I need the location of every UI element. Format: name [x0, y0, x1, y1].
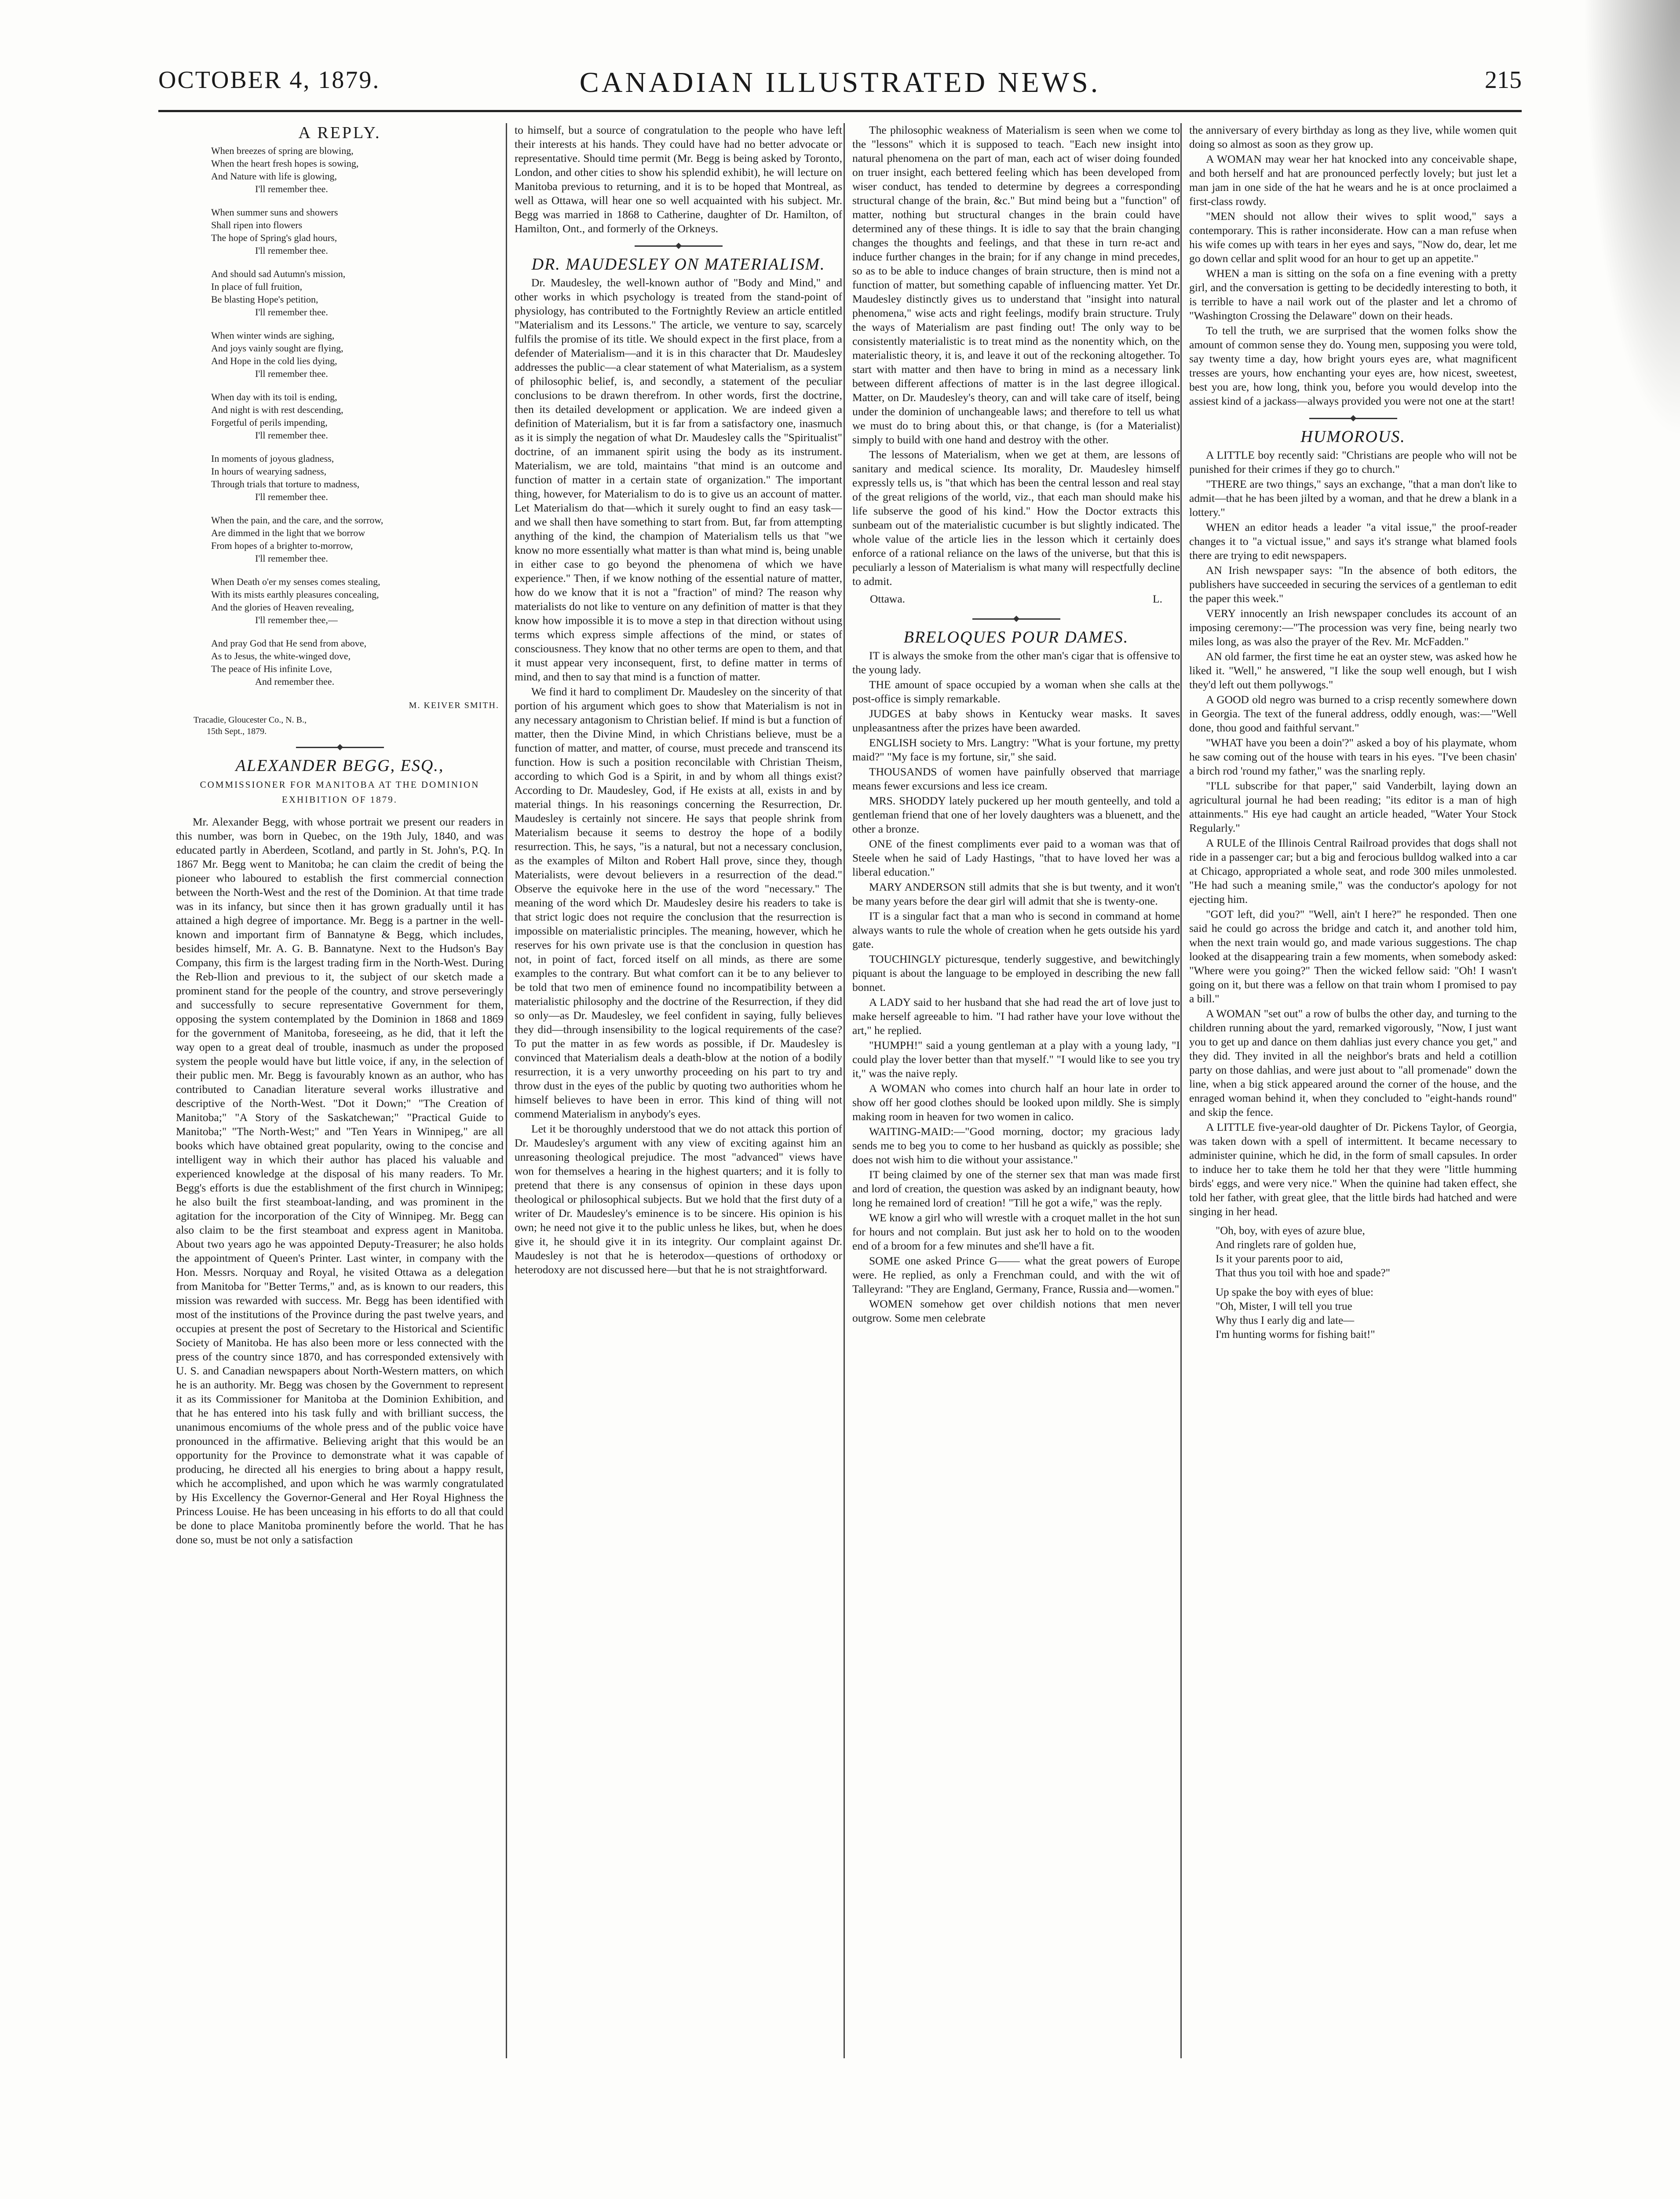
poem-stanza [211, 637, 504, 688]
poem-line: In hours of wearying sadness, [211, 466, 327, 477]
closing-verse [1189, 1286, 1517, 1342]
section-rule [1309, 418, 1397, 419]
humorous-item: A GOOD old negro was burned to a crisp recently somewhere down in Georgia. The text of the funeral address, oddly enough, was:—"Well done, thou good and faithful servant." [1189, 693, 1517, 734]
poem-line: I'll remember thee. [255, 368, 328, 379]
breloque-item: WE know a girl who will wrestle with a croquet mallet in the hot sun for hours and not complain. But just ask her to hold on to the wooden end of a broom for a few minutes and she'll have a fit. [852, 1211, 1180, 1252]
article-title-humorous: HUMOROUS. [1300, 427, 1406, 446]
verse-line: "Oh, Mister, I will tell you true [1216, 1300, 1352, 1312]
poem-line: And Nature with life is glowing, [211, 171, 337, 182]
poem-line: From hopes of a brighter to-morrow, [211, 540, 353, 551]
signoff-place: Ottawa. [870, 592, 906, 605]
section-rule [972, 618, 1060, 620]
humorous-item: "I'LL subscribe for that paper," said Vanderbilt, laying down an agricultural journal he had been reading; "its editor is a man of high attainments." His eye had caught an article headed, "Water Your Stock Regularly." [1189, 779, 1517, 834]
breloque-item: SOME one asked Prince G—— what the great powers of Europe were. He replied, as only a Frenchman could, and with the wit of Talleyrand: "They are England, Germany, France, Russia and—women." [852, 1254, 1180, 1295]
breloque-item: THE amount of space occupied by a woman when she calls at the post-office is simply remarkable. [852, 678, 1180, 705]
article-paragraph: Mr. Alexander Begg, with whose portrait we present our readers in this number, was born in Quebec, on the 19th July, 1840, and was educated partly in Aberdeen, Scotland, and partly in St. John's, P.Q. In 1867 Mr. Begg went to Manitoba; he can claim the credit of being the pioneer who laboured to establish the first commercial connection between the North-West and the rest of the Dominion. At that time trade was in its infancy, but since then it has grown gradually until it has attained a high degree of importance. Mr. Begg is a partner in the well-known and important firm of Bannatyne & Begg, which includes, besides himself, Mr. A. G. B. Bannatyne. Next to the Hudson's Bay Company, this firm is the largest trading firm in the North-West. During the Reb-llion and previous to it, the subject of our sketch made a prominent stand for the people of the country, and strove perseveringly and successfully to secure representative Government for them, opposing the system contemplated by the Dominion in 1868 and 1869 for the government of Manitoba, foreseeing, as he did, that it left the way open to a great deal of trouble, inasmuch as under the proposed system the people would have but little voice, if any, in the selection of their public men. Mr. Begg is favourably known as an author, who has contributed to Canadian literature several works illustrative and descriptive of the North-West. "Dot it Down;" "The Creation of Manitoba;" "A Story of the Saskatchewan;" "Practical Guide to Manitoba;" "The North-West;" and "Ten Years in Winnipeg," are all books which have obtained great popularity, owing to the concise and intelligent way in which their author has placed his valuable and experienced knowledge at the disposal of his many readers. To Mr. Begg's efforts is due the establishment of the first church in Winnipeg; he also built the first steamboat-landing, and was prominent in the agitation for the incorporation of the City of Winnipeg. Mr. Begg can also claim to be the first steamboat and express agent in Manitoba. About two years ago he was appointed Deputy-Treasurer; he also holds the appointment of Queen's Printer. Last winter, in company with the Hon. Messrs. Norquay and Royal, he visited Ottawa as a delegation from Manitoba for "Better Terms," and, as is known to our readers, this mission was rewarded with success. Mr. Begg has been identified with most of the institutions of the Province during the past twelve years, and occupies at present the post of Secretary to the Historical and Scientific Society of Manitoba. He has also been more or less connected with the press of the country since 1870, and has corresponded extensively with U. S. and Canadian newspapers about North-Western matters, on which he is an authority. Mr. Begg was chosen by the Government to represent it as its Commissioner for Manitoba at the Dominion Exhibition, and that he has entered into his task fully and with brilliant success, the unanimous encomiums of the whole press and of the public voice have pronounced in the affirmative. Believing aright that this would be an opportunity for the Province to demonstrate what it was capable of producing, he directed all his energies to bring about a happy result, which he accomplished, and upon which he was warmly congratulated by His Excellency the Governor-General and Her Royal Highness the Princess Louise. He has been unceasing in his efforts to do all that could be done to place Manitoba prominently before the world. That he has done so, must be not only a satisfaction [176, 815, 504, 1546]
poem-line: And remember thee. [255, 676, 335, 687]
column-3 [852, 123, 1180, 2063]
breloque-item: A WOMAN who comes into church half an hour late in order to show off her good clothes should be looked upon mildly. She is simply making room in heaven for two women in calico. [852, 1082, 1180, 1123]
verse-line: Why thus I early dig and late— [1216, 1315, 1355, 1326]
breloque-item: WOMEN somehow get over childish notions that men never outgrow. Some men celebrate [852, 1297, 1180, 1324]
page-header [158, 62, 1522, 110]
poem-stanza [211, 575, 504, 626]
humorous-item: A LITTLE boy recently said: "Christians are people who will not be punished for their crimes if they go to church." [1189, 449, 1517, 475]
verse-line: Up spake the boy with eyes of blue: [1216, 1286, 1373, 1298]
breloque-item: A LADY said to her husband that she had read the art of love just to make herself agreeable to him. "I had rather have your love without the art," he replied. [852, 996, 1180, 1037]
closing-verse [1189, 1224, 1517, 1280]
breloque-item: "MEN should not allow their wives to split wood," says a contemporary. This is rather inconsiderate. How can a man refuse when his wife comes up with tears in her eyes and says, "Now do, dear, let me go down cellar and split wood for an hour to get up an appetite." [1189, 210, 1517, 265]
breloque-item: WAITING-MAID:—"Good morning, doctor; my gracious lady sends me to beg you to come to her husband as quickly as possible; she does not wish him to die without your assistance." [852, 1125, 1180, 1166]
poem-stanza [211, 452, 504, 503]
poem-line: I'll remember thee,— [255, 614, 338, 625]
breloque-item: IT is always the smoke from the other man's cigar that is offensive to the young lady. [852, 649, 1180, 676]
poem-line: When winter winds are sighing, [211, 330, 335, 341]
poem-stanza [211, 206, 504, 257]
humorous-item: "WHAT have you been a doin'?" asked a boy of his playmate, whom he saw coming out of the house with tears in his eyes. "I've been chasin' a birch rod 'round my father," was the snarling reply. [1189, 736, 1517, 777]
poem-line: I'll remember thee. [255, 245, 328, 256]
breloques-list [852, 649, 1180, 1325]
breloque-item: JUDGES at baby shows in Kentucky wear masks. It saves unpleasantness after the prizes have been awarded. [852, 707, 1180, 734]
column-divider [506, 123, 507, 2058]
breloque-item: MRS. SHODDY lately puckered up her mouth genteelly, and told a gentleman friend that one of her lovely daughters was a bluenett, and the other a bronze. [852, 794, 1180, 835]
poem-line: And Hope in the cold lies dying, [211, 355, 337, 366]
page-number: 215 [1485, 66, 1522, 94]
poem-stanza [211, 391, 504, 442]
column-4 [1189, 123, 1517, 2063]
humorous-item: A WOMAN "set out" a row of bulbs the other day, and turning to the children running about the yard, remarked vigorously, "Now, I just want you to get up and dance on them dahlias just every chance you get," and they did. They invited in all the neighbor's brats and held a cotillion party on those dahlias, and were just about to "all promenade" down the line, when a big stick appeared around the corner of the house, and the enraged woman behind it, when they concluded to "eight-hands round" and skip the fence. [1189, 1007, 1517, 1118]
breloque-item: THOUSANDS of women have painfully observed that marriage means fewer excursions and less ice cream. [852, 765, 1180, 792]
poem-line: I'll remember thee. [255, 430, 328, 441]
poem-line: When summer suns and showers [211, 207, 338, 218]
poem-body [176, 144, 504, 688]
breloque-item: the anniversary of every birthday as long as they live, while women quit doing so almost as soon as they grow up. [1189, 124, 1517, 150]
verse-line: I'm hunting worms for fishing bait!" [1216, 1329, 1375, 1341]
humorous-item: AN Irish newspaper says: "In the absence of both editors, the publishers have succeeded in securing the services of a gentleman to edit the paper this week." [1189, 564, 1517, 605]
verse-line: Is it your parents poor to aid, [1216, 1253, 1343, 1265]
breloque-item: ENGLISH society to Mrs. Langtry: "What is your fortune, my pretty maid?" "My face is my fortune, sir," she said. [852, 736, 1180, 763]
breloques-continued [1189, 123, 1517, 408]
poem-line: When the pain, and the care, and the sorrow, [211, 515, 383, 526]
poem-title: A REPLY. [298, 124, 381, 142]
poem-line: When the heart fresh hopes is sowing, [211, 158, 359, 169]
poem-line: In moments of joyous gladness, [211, 453, 334, 464]
article-paragraph: Let it be thoroughly understood that we do not attack this portion of Dr. Maudesley's argument with any view of exciting against him an unreasoning theological prejudice. The most "advanced" views have won for themselves a hearing in the highest quarters; and it is folly to pretend that there is any consensus of opinion in these days upon theological or philosophical subjects. But we hold that the first duty of a writer of Dr. Maudesley's eminence is to be sincere. His opinion is his own; he need not give it to the public unless he likes, but, when he does give it, he should give it in its integrity. Our complaint against Dr. Maudesley is not that he is heterodox—questions of orthodoxy or heterodoxy are not discussed here—but that he is not straightforward. [515, 1122, 842, 1276]
article-signoff [852, 589, 1180, 609]
poem-line: I'll remember thee. [255, 183, 328, 194]
humorous-item: A RULE of the Illinois Central Railroad provides that dogs shall not ride in a passenger car; but a big and ferocious bulldog walked into a car at Chicago, appropriated a whole seat, and rode 300 miles unmolested. "He had such a meaning smile," was the conductor's apology for not ejecting him. [1189, 836, 1517, 906]
column-divider [1180, 123, 1182, 2058]
poem-line: As to Jesus, the white-winged dove, [211, 650, 351, 661]
breloque-item: TOUCHINGLY picturesque, tenderly suggestive, and bewitchingly piquant is about the language to be employed in describing the new fall bonnet. [852, 953, 1180, 994]
poem-line: Shall ripen into flowers [211, 219, 303, 230]
poem-line: I'll remember thee. [255, 553, 328, 564]
issue-date: OCTOBER 4, 1879. [158, 66, 380, 94]
breloque-item: IT being claimed by one of the sterner sex that man was made first and lord of creation, the question was asked by an indignant beauty, how long he remained lord of creation! "Till he got a wife," was the reply. [852, 1168, 1180, 1209]
poem-line: Are dimmed in the light that we borrow [211, 527, 365, 538]
article-title-maudesley: DR. MAUDESLEY ON MATERIALISM. [531, 255, 825, 274]
article-subtitle-begg: COMMISSIONER FOR MANITOBA AT THE DOMINION EXHIBITION OF 1879. [200, 779, 480, 805]
poem-line: When Death o'er my senses comes stealing, [211, 576, 380, 587]
breloque-item: WHEN a man is sitting on the sofa on a fine evening with a pretty girl, and the conversation is getting to be decidedly interesting to both, it is terrible to have a nail work out of the plaster and let a chromo of "Washington Crossing the Delaware" down on their heads. [1189, 267, 1517, 322]
poem-line: The peace of His infinite Love, [211, 663, 332, 674]
article-title-begg: ALEXANDER BEGG, ESQ., [235, 756, 444, 775]
poem-line: And pray God that He send from above, [211, 638, 367, 649]
poem-line: And should sad Autumn's mission, [211, 268, 346, 279]
poem-line: The hope of Spring's glad hours, [211, 232, 337, 243]
poem-author: M. KEIVER SMITH. [409, 701, 499, 710]
column-1 [176, 123, 504, 2063]
section-rule [635, 245, 723, 247]
column-2 [515, 123, 842, 2063]
poem-line: When day with its toil is ending, [211, 391, 337, 402]
article-title-breloques: BRELOQUES POUR DAMES. [903, 628, 1129, 647]
poem-line: In place of full fruition, [211, 281, 303, 292]
column-divider [844, 123, 845, 2058]
publication-title: CANADIAN ILLUSTRATED NEWS. [579, 66, 1101, 99]
article-paragraph: The lessons of Materialism, when we get at them, are lessons of sanitary and medical science. Its morality, Dr. Maudesley himself expressly tells us, is "that which has been the central lesson and real stay of the great religions of the world, viz., that each man should make his life subserve the good of his kind." How the Doctor extracts this sunbeam out of the materialistic cucumber is but slightly indicated. The whole value of the article lies in the lesson which it certainly does enforce of a rational reliance on the laws of the universe, but that this is peculiarly a lesson of Materialism is what many will respectfully decline to admit. [852, 448, 1180, 588]
page-edge-shading [1583, 0, 1680, 440]
humorous-item: AN old farmer, the first time he eat an oyster stew, was asked how he liked it. "Well," he answered, "I like the soup well enough, but I wish they'd left out them pollywogs." [1189, 650, 1517, 691]
poem-line: I'll remember thee. [255, 307, 328, 318]
signoff-initial: L. [1153, 592, 1162, 605]
breloque-item: "HUMPH!" said a young gentleman at a play with a young lady, "I could play the lover better than that myself." "I would like to see you try it," was the naive reply. [852, 1039, 1180, 1080]
humorous-list [1189, 448, 1517, 1219]
breloque-item: ONE of the finest compliments ever paid to a woman was that of Steele when he said of Lady Hastings, "that to have loved her was a liberal education." [852, 837, 1180, 878]
article-paragraph: We find it hard to compliment Dr. Maudesley on the sincerity of that portion of his argument which goes to show that Materialism is not in any necessary antagonism to Christian belief. If mind is but a function of matter, then the Divine Mind, in which Christians believe, must be a function of matter, and matter, of course, must precede and transcend its function. How is such a position reconcilable with Christian Theism, according to which God is a Spirit, in and by whom all things exist? According to Dr. Maudesley, God, if He exists at all, exists in and by material things. In his reasonings concerning the Resurrection, Dr. Maudesley is certainly not sincere. He says that people shrink from Materialism because it seems to destroy the hope of a bodily resurrection. This, he says, "is a natural, but not a necessary conclusion, as the examples of Milton and Robert Hall prove, since they, though Materialists, were devout believers in a resurrection of the dead." Observe the equivoke here in the use of the word "necessary." The meaning of the word which Dr. Maudesley desire his readers to take is that strict logic does not require the conclusion that the resurrection is impossible on materialistic principles. The meaning, however, which he reserves for his own private use is that the conclusion in question has not, in point of fact, forced itself on all minds, as there are some examples to the contrary. But what comfort can it be to any believer to be told that two men of eminence found no incompatibility between a materialistic philosophy and the doctrine of the Resurrection, if they did so only—as Dr. Maudesley, we feel confident in saying, fully believes they did—through insensibility to the logical requirements of the case? To put the matter in as few words as possible, if Dr. Maudesley is convinced that Materialism deals a death-blow at the notion of a bodily resurrection, it is a very unworthy proceeding on his part to try and throw dust in the eyes of the public by quoting two authorities whom he himself believes to have been in error. This kind of thing will not commend Materialism in anybody's eyes. [515, 685, 842, 1120]
article-paragraph: to himself, but a source of congratulation to the people who have left their interests at his hands. They could have had no better advocate or representative. Should time permit (Mr. Begg is being asked by Toronto, London, and other cities to show his splendid exhibit), he will lecture on Manitoba previous to returning, and it is to be hoped that Montreal, as well as Ottawa, will hear one so well acquainted with his subject. Mr. Begg was married in 1868 to Catherine, daughter of Dr. Hamilton, of Hamilton, Ont., and formerly of the Orkneys. [515, 124, 842, 235]
poem-line: Be blasting Hope's petition, [211, 294, 318, 305]
verse-line: "Oh, boy, with eyes of azure blue, [1216, 1225, 1365, 1237]
poem-date: 15th Sept., 1879. [207, 727, 267, 736]
poem-line: Forgetful of perils impending, [211, 417, 328, 428]
poem-line: When breezes of spring are blowing, [211, 145, 354, 156]
poem-stanza [211, 329, 504, 380]
breloque-item: MARY ANDERSON still admits that she is but twenty, and it won't be many years before the dear girl will admit that she is twenty-one. [852, 880, 1180, 907]
poem-place: Tracadie, Gloucester Co., N. B., [194, 715, 307, 725]
breloque-item: A WOMAN may wear her hat knocked into any conceivable shape, and both herself and hat are pronounced perfectly lovely; but just let a man jam in one side of the hat he wears and he is at once proclaimed a first-class rowdy. [1189, 153, 1517, 208]
poem-stanza [211, 144, 504, 195]
header-rule [158, 110, 1522, 112]
poem-line: Through trials that torture to madness, [211, 479, 360, 489]
breloque-item: To tell the truth, we are surprised that the women folks show the amount of common sense they do. Young men, supposing you were told, say twenty time a day, how bright yours eyes are, what magnificent tresses are yours, how enchanting your eyes are, how nicest, sweetest, best you are, how long, think you, before you would develop into the assiest kind of a jackass—always provided you were not one at the start! [1189, 324, 1517, 407]
article-paragraph: Dr. Maudesley, the well-known author of "Body and Mind," and other works in which psychology is treated from the stand-point of physiology, has contributed to the Fortnightly Review an article entitled "Materialism and its Lessons." The article, we venture to say, scarcely fulfils the promise of its title. We should expect in the first place, from a defender of Materialism—and it is in this character that Dr. Maudesley addresses the public—a clear statement of what Materialism, as a system of philosophic belief, is, and secondly, a statement of the peculiar conclusions to be drawn therefrom. In other words, first the doctrine, then its detailed development or application. We are indeed given a definition of Materialism, but it is far from a satisfactory one, inasmuch as it is simply the negation of what Dr. Maudesley calls the "Spiritualist" doctrine, of an immanent spirit using the body as its instrument. Materialism, we are told, maintains "that mind is an outcome and function of matter in a certain state of organization." The important thing, however, for Materialism to do is to give us an account of matter. Let Materialism do that—which it surely ought to find an easy task—and we shall then have something to start from. But, far from attempting anything of the kind, the champion of Materialism tells us that "we know no more essentially what matter is than what mind is, being unable in either case to go beyond the phenomena of which we have experience." Then, if we know nothing of the essential nature of matter, how do we know that it is not a "fraction" of mind? The reason why materialists do not like to venture on any definition of matter is that they know how impossible it is to move a step in that direction without using terms which express simple affections of the mind, or states of consciousness. They know that no other terms are open to them, and that it must appear very inconsequent, first, to define matter in terms of mind, and then to say that mind is a function of matter. [515, 276, 842, 683]
article-paragraph: The philosophic weakness of Materialism is seen when we come to the "lessons" which it is supposed to teach. "Each new insight into natural phenomena on the part of man, each act of wiser doing founded on truer insight, each bettered feeling which has been developed from wiser conduct, has tended to determine by degrees a corresponding structural change of the brain, &c." But mind being but a "function" of matter, nothing but structural changes in the brain could have determined any of these things. It is idle to say that the brain changing changes the thoughts and feelings, and that these in turn re-act and induce further changes in the brain; for if any change in mind precedes, so as to be able to induce changes of brain structure, then is mind not a function of matter, but something capable of influencing matter. Yet Dr. Maudesley distinctly gives us to understand that "insight into natural phenomena," wise acts and right feelings, modify brain structure. Truly the ways of Materialism are past finding out! The only way to be consistently materialistic is to treat mind as the nonentity which, on the materialistic theory, it is, and leave it out of the reckoning altogether. To start with matter and then have to bring in mind as a necessary link between different affections of matter is in the last degree illogical. Matter, on Dr. Maudesley's theory, can and will take care of itself, being under the dominion of unchangeable laws; and therefore to tell us what we must do to bring about this, or that change, is (for a Materialist) simply to build with one hand and destroy with the other. [852, 124, 1180, 446]
humorous-item: "THERE are two things," says an exchange, "that a man don't like to admit—that he has been jilted by a woman, and that he drew a blank in a lottery." [1189, 478, 1517, 519]
humorous-item: A LITTLE five-year-old daughter of Dr. Pickens Taylor, of Georgia, was taken down with a spell of intermittent. It became necessary to administer quinine, which he did, in the form of small capsules. In order to induce her to take them he told her that they were "little humming birds' eggs, and were very nice." When the quinine had taken effect, she told her father, with great glee, that the little birds had hatched and were singing in her head. [1189, 1121, 1517, 1218]
poem-stanza [211, 514, 504, 565]
breloque-item: IT is a singular fact that a man who is second in command at home always wants to rule the whole of creation when he gets outside his yard gate. [852, 910, 1180, 950]
poem-line: And night is with rest descending, [211, 404, 343, 415]
humorous-item: "GOT left, did you?" "Well, ain't I here?" he responded. Then one said he could go across the bridge and catch it, and another told him, when the next train would go, and made various suggestions. The chap looked at the disappearing train a few moments, when somebody asked: "Where were you going?" Then the wicked fellow said: "Oh! I wasn't going on it, but there was a fellow on that train whom I promised to pay a bill." [1189, 908, 1517, 1005]
poem-line: And joys vainly sought are flying, [211, 343, 343, 354]
verse-line: And ringlets rare of golden hue, [1216, 1239, 1356, 1251]
poem-stanza [211, 267, 504, 318]
section-rule [296, 747, 384, 748]
poem-line: I'll remember thee. [255, 491, 328, 502]
humorous-item: WHEN an editor heads a leader "a vital issue," the proof-reader changes it to "a victual issue," and says it's strange what blamed fools there are trying to edit newspapers. [1189, 521, 1517, 562]
verse-line: That thus you toil with hoe and spade?" [1216, 1267, 1390, 1279]
humorous-item: VERY innocently an Irish newspaper concludes its account of an imposing ceremony:—"The procession was very fine, being nearly two miles long, as was also the prayer of the Rev. Mr. McFadden." [1189, 607, 1517, 648]
poem-line: And the glories of Heaven revealing, [211, 602, 354, 613]
poem-line: With its mists earthly pleasures concealing, [211, 589, 379, 600]
